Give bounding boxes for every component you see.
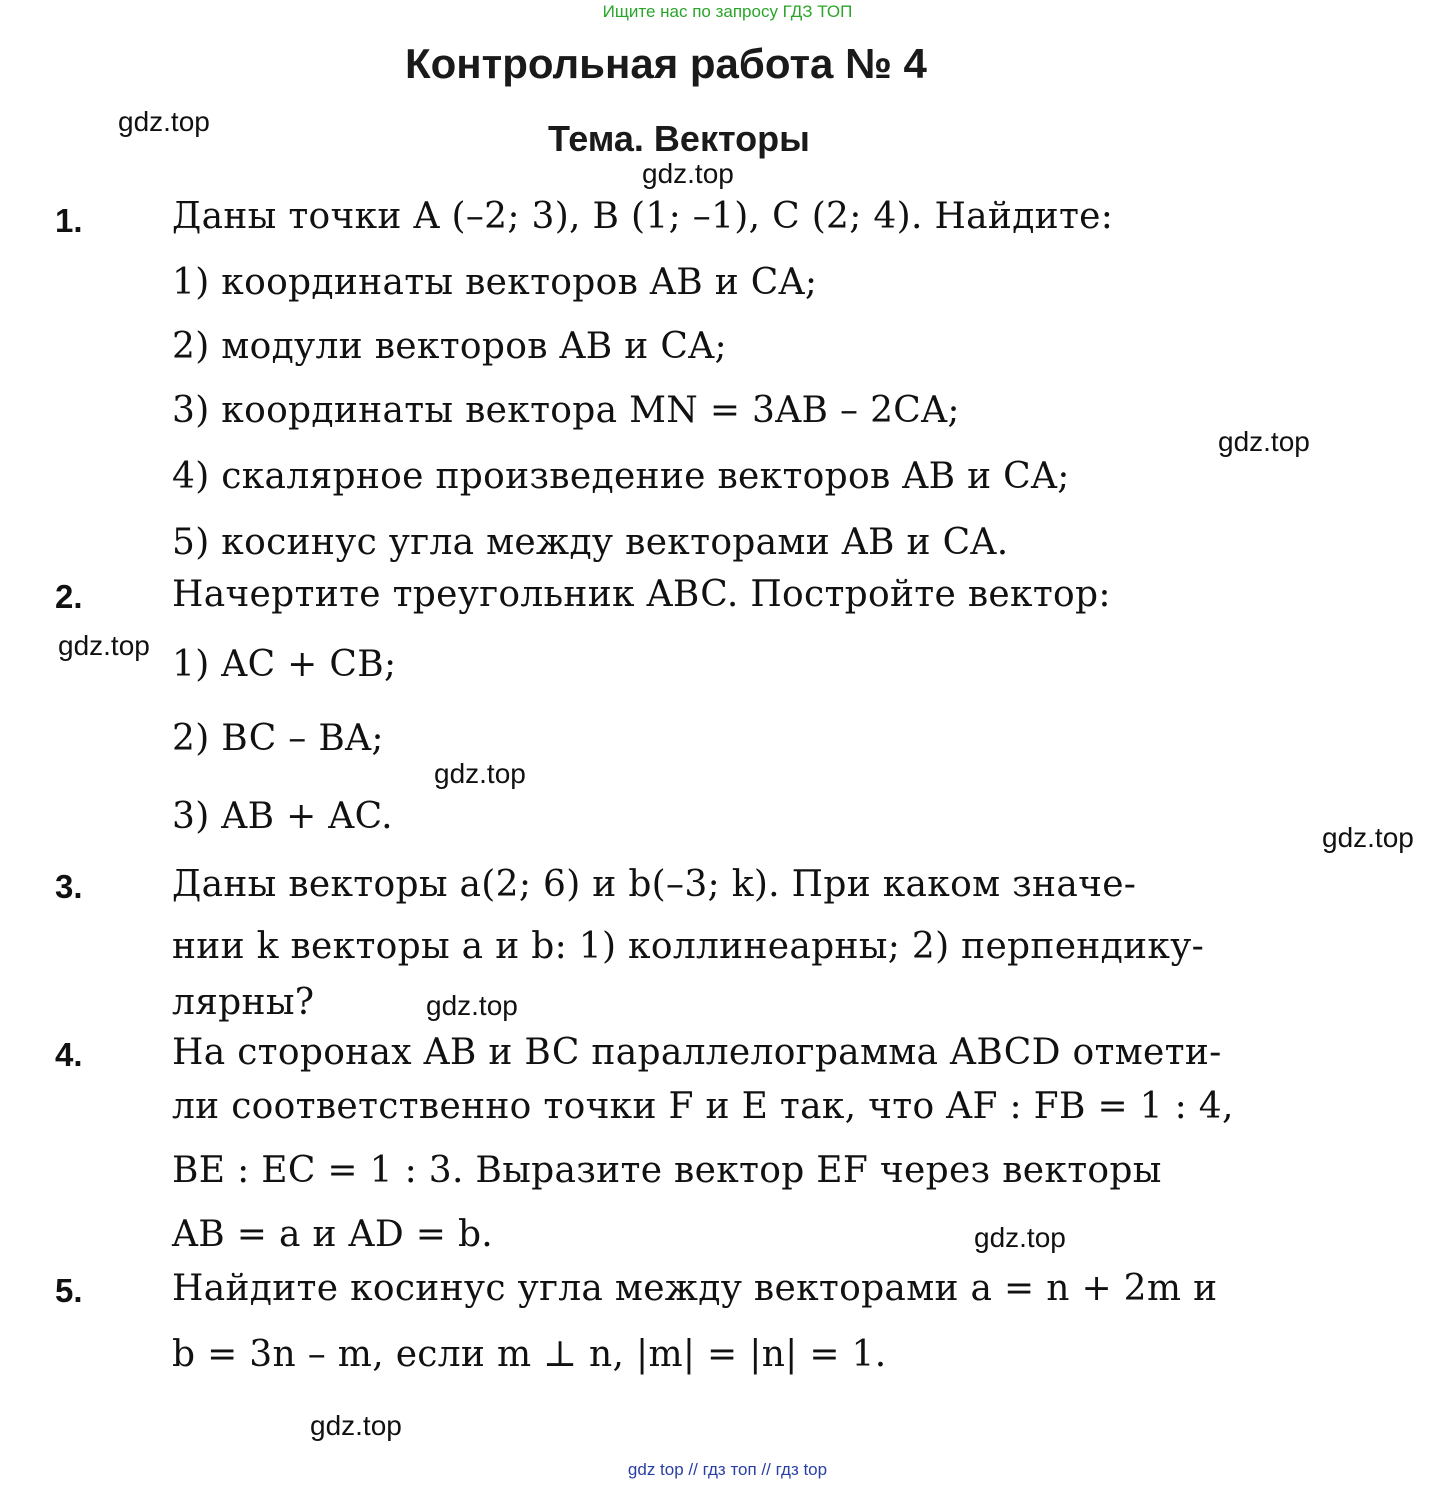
watermark: gdz.top	[426, 990, 518, 1021]
task-item: 1) AC + CB;	[172, 644, 397, 685]
task-line: AB = a и AD = b.	[172, 1214, 494, 1255]
task-number: 4.	[55, 1036, 83, 1073]
task-item: 4) скалярное произведение векторов AB и CA;	[172, 456, 1070, 497]
watermark: gdz.top	[310, 1410, 402, 1441]
watermark: gdz.top	[58, 630, 150, 661]
page-title: Контрольная работа № 4	[405, 40, 927, 87]
watermark: gdz.top	[974, 1222, 1066, 1253]
task-item: 2) модули векторов AB и CA;	[172, 326, 727, 367]
task-line: нии k векторы a и b: 1) коллинеарны; 2) перпендику-	[172, 926, 1205, 967]
watermark: gdz.top	[642, 158, 734, 189]
task-intro: Начертите треугольник ABC. Постройте вектор:	[172, 574, 1111, 615]
task-item: 3) координаты вектора MN = 3AB – 2CA;	[172, 390, 960, 431]
task-number: 2.	[55, 578, 83, 615]
task-number: 5.	[55, 1272, 83, 1309]
task-number: 3.	[55, 868, 83, 905]
watermark: gdz.top	[1322, 822, 1414, 853]
footer: gdz top // гдз топ // гдз top	[627, 1460, 828, 1479]
page-subtitle: Тема. Векторы	[548, 118, 810, 159]
task-number: 1.	[55, 202, 83, 239]
watermark: gdz.top	[118, 106, 210, 137]
task-line: b = 3n – m, если m ⊥ n, |m| = |n| = 1.	[172, 1334, 887, 1375]
task-line: лярны?	[172, 982, 315, 1023]
task-item: 2) BC – BA;	[172, 718, 384, 759]
task-intro: Даны точки A (–2; 3), B (1; –1), C (2; 4). Найдите:	[172, 196, 1114, 237]
watermark: gdz.top	[1218, 426, 1310, 457]
bleed-through-text	[1000, 60, 1011, 101]
task-item: 3) AB + AC.	[172, 796, 393, 837]
top-banner: Ищите нас по запросу ГДЗ ТОП	[602, 2, 853, 21]
task-item: 5) косинус угла между векторами AB и CA.	[172, 522, 1009, 563]
watermark: gdz.top	[434, 758, 526, 789]
task-line: BE : EC = 1 : 3. Выразите вектор EF через векторы	[172, 1150, 1162, 1191]
task-item: 1) координаты векторов AB и CA;	[172, 262, 818, 303]
task-line: Даны векторы a(2; 6) и b(–3; k). При каком значе-	[172, 864, 1137, 905]
task-line: На сторонах AB и BC параллелограмма ABCD отмети-	[172, 1032, 1222, 1073]
task-line: Найдите косинус угла между векторами a = n + 2m и	[172, 1268, 1218, 1309]
task-line: ли соответственно точки F и E так, что AF : FB = 1 : 4,	[172, 1086, 1234, 1127]
